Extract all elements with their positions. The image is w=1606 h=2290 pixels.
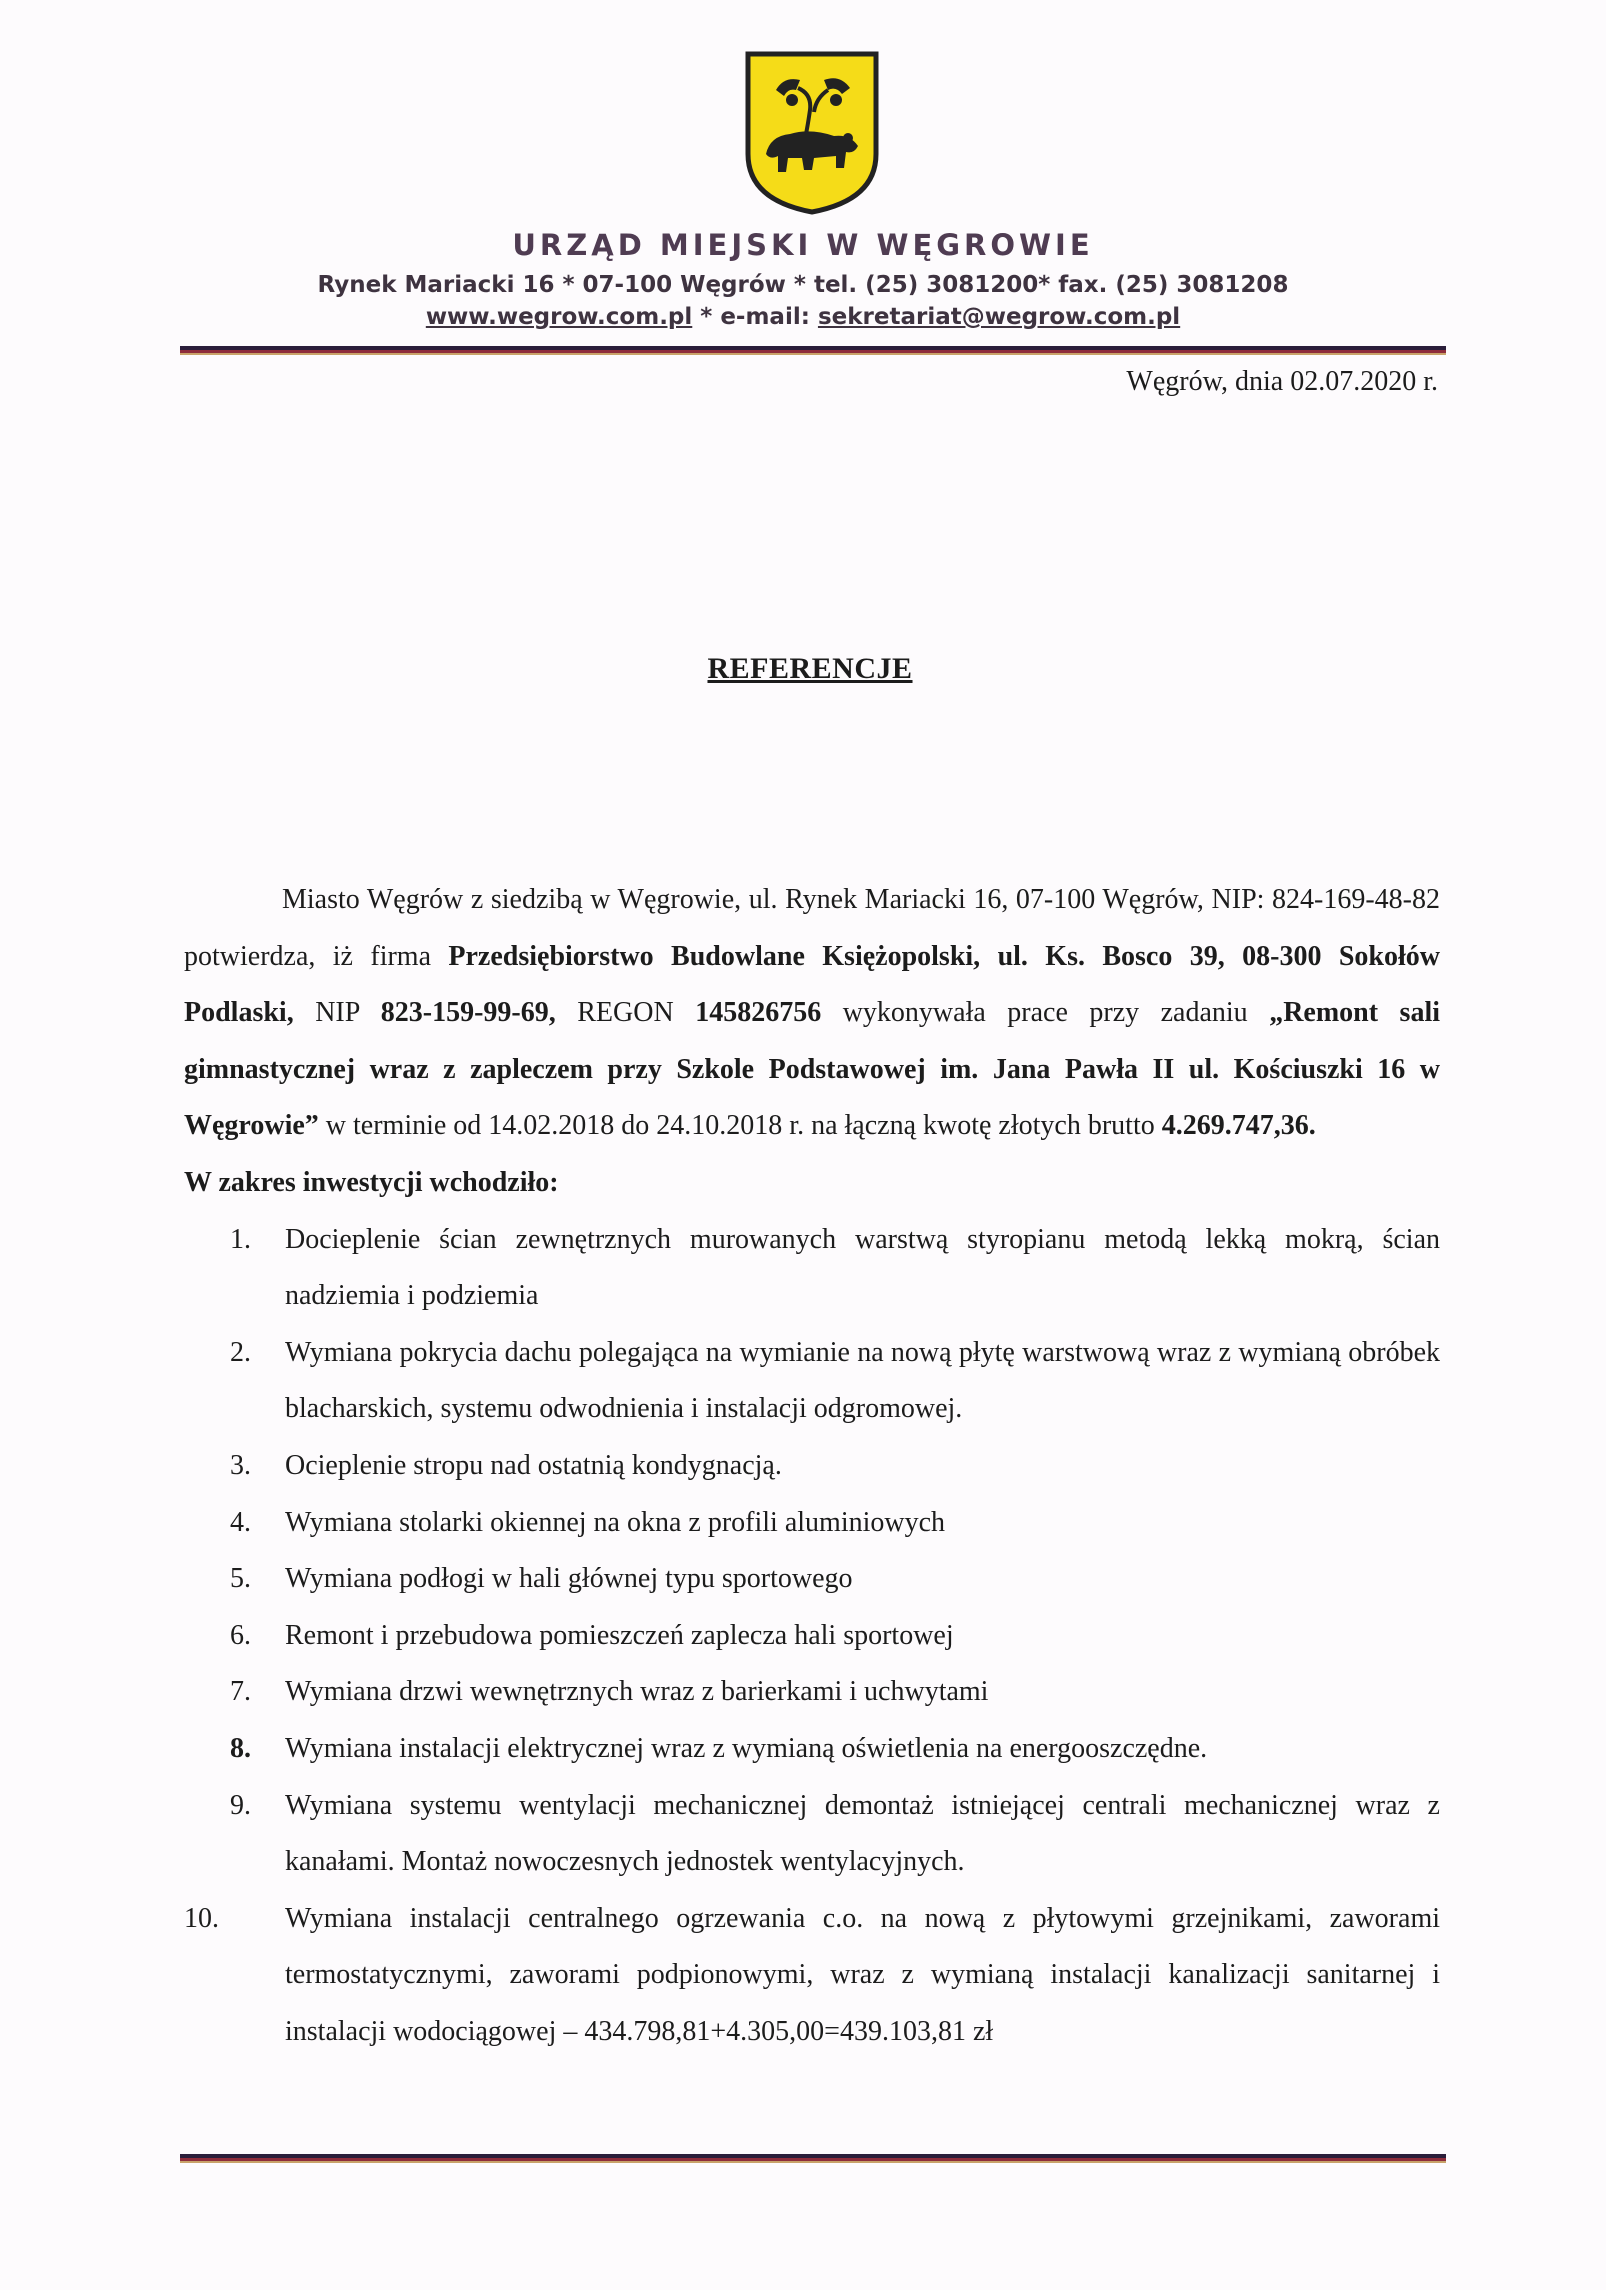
office-name: URZĄD MIEJSKI W WĘGROWIE — [512, 228, 1094, 262]
total-amount: 4.269.747,36. — [1161, 1110, 1316, 1142]
document-title: REFERENCJE — [707, 652, 913, 685]
task-name: „Remont sali gimnastycznej wraz z zapleczem przy Szkole Podstawowej im. Jana Pawła II ul. Kościuszki 16 w Węgrowie” — [184, 997, 1441, 1142]
company-name: Przedsiębiorstwo Budowlane Księżopolski, ul. Ks. Bosco 39, 08-300 Sokołów Podlaski, — [184, 940, 1440, 1029]
list-item: 9. Wymiana systemu wentylacji mechanicznej demontaż istniejącej centrali mechanicznej wraz z kanałami. Montaż nowoczesnych jednostek wentylacyjnych. — [230, 1789, 1440, 1878]
city-crest-icon — [744, 50, 880, 216]
company-nip: 823-159-99-69, — [380, 997, 556, 1029]
list-item: 2. Wymiana pokrycia dachu polegająca na wymianie na nową płytę warstwową wraz z wymianą obróbek blacharskich, systemu odwodnienia i instalacji odgromowej. — [230, 1336, 1440, 1425]
scope-list — [184, 1212, 1440, 2061]
email-label: * e-mail: — [692, 304, 818, 330]
list-item: 7. Wymiana drzwi wewnętrznych wraz z barierkami i uchwytami — [230, 1676, 989, 1708]
list-item: 3. Ocieplenie stropu nad ostatnią kondygnacją. — [230, 1449, 782, 1481]
list-item: 4. Wymiana stolarki okiennej na okna z profili aluminiowych — [230, 1506, 946, 1538]
email-link[interactable]: sekretariat@wegrow.com.pl — [817, 304, 1181, 330]
footer-divider — [180, 2154, 1446, 2163]
list-item: 1. Docieplenie ścian zewnętrznych murowanych warstwą styropianu metodą lekką mokrą, ścian nadziemia i podziemia — [230, 1223, 1440, 1312]
letter-body — [184, 872, 1440, 2060]
website-link[interactable]: www.wegrow.com.pl — [425, 304, 693, 330]
list-item: 10. Wymiana instalacji centralnego ogrzewania c.o. na nową z płytowymi grzejnikami, zaworami termostatycznymi, zaworami podpionowymi, wraz z wymianą instalacji kanalizacji sanitarnej i instalacji wodociągowej – 434.798,81+4.305,00=439.103,81 zł — [184, 1902, 1440, 2047]
header-divider — [180, 346, 1446, 355]
list-item: 8. Wymiana instalacji elektrycznej wraz z wymianą oświetlenia na energooszczędne. — [230, 1732, 1208, 1764]
office-address: Rynek Mariacki 16 * 07-100 Węgrów * tel. (25) 3081200* fax. (25) 3081208 — [317, 272, 1289, 298]
company-regon: 145826756 — [695, 997, 822, 1029]
scope-heading: W zakres inwestycji wchodziło: — [184, 1166, 559, 1198]
letter-date: Węgrów, dnia 02.07.2020 r. — [1126, 366, 1438, 397]
list-item: 6. Remont i przebudowa pomieszczeń zaplecza hali sportowej — [230, 1619, 954, 1651]
list-item: 5. Wymiana podłogi w hali głównej typu sportowego — [230, 1563, 853, 1595]
main-paragraph: Miasto Węgrów z siedzibą w Węgrowie, ul. Rynek Mariacki 16, 07-100 Węgrów, NIP: 824-169-48-82 potwierdza, iż firma Przedsiębiorstwo Budowlane Księżopolski, ul. Ks. Bosco 39, 08-300 Sokołów Podlaski, NIP 823-159-99-69, REGON 145826756 wykonywała prace przy zadaniu „Remont sali gimnastycznej wraz z zapleczem przy Szkole Podstawowej im. Jana Pawła II ul. Kościuszki 16 w Węgrowie” w terminie od 14.02.2018 do 24.10.2018 r. na łączną kwotę złotych brutto 4.269.747,36. — [184, 884, 1441, 1142]
office-contact — [0, 304, 1606, 330]
